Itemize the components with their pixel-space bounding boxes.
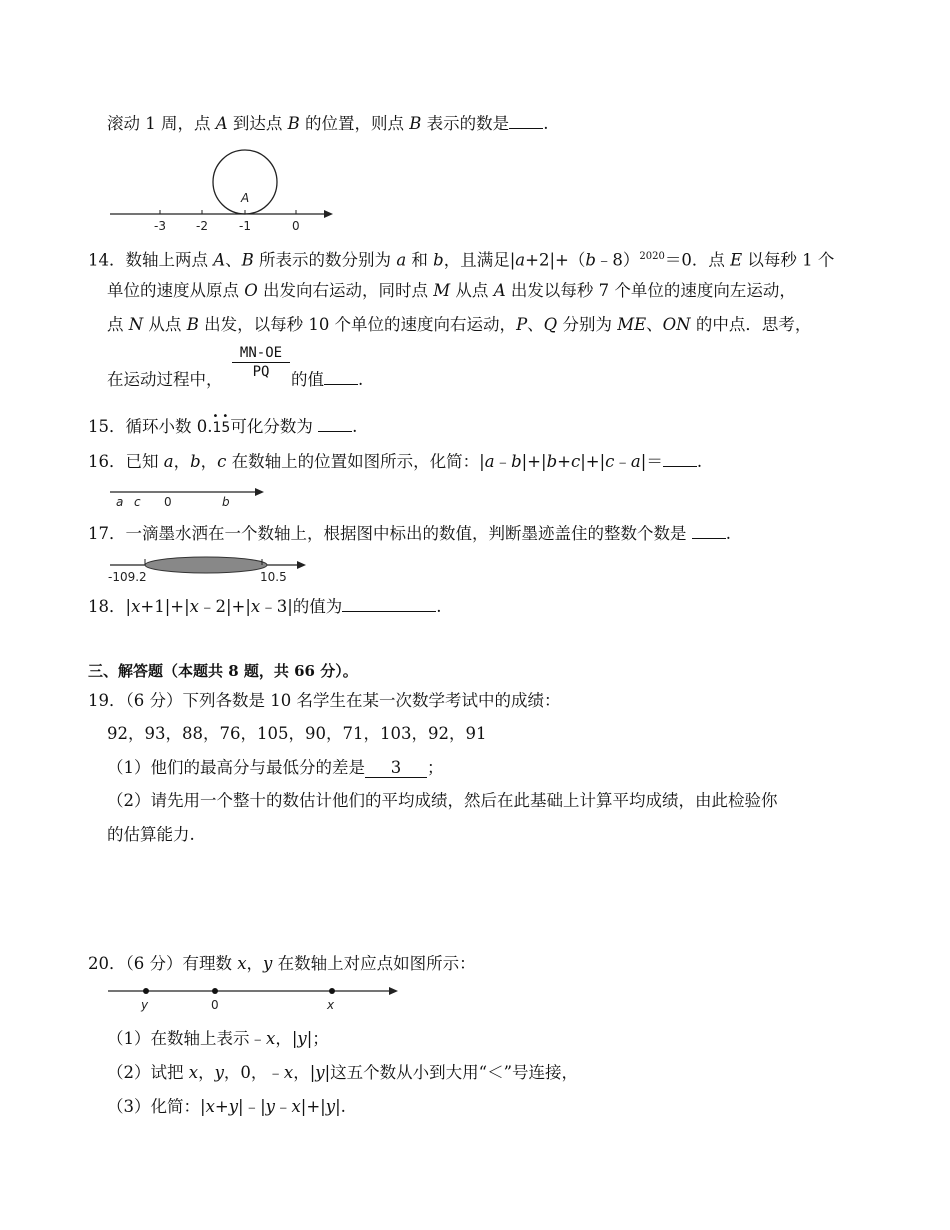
fraction-denominator: PQ [252,364,270,380]
point-label-x: x [327,998,335,1012]
q20-number-line-figure [106,983,406,1015]
axis-arrow [324,210,333,218]
q14-line2: 单位的速度从原点 O 出发向右运动，同时点 M 从点 A 出发以每秒 7 个单位的速度向左运动， [107,281,796,300]
axis-arrow [297,561,306,569]
q20-part1: （1）在数轴上表示﹣x，|y|； [107,1029,329,1048]
q13-number-line-figure [105,148,345,236]
tick-label: -1 [239,219,251,233]
q17-line: 17．一滴墨水洒在一个数轴上，根据图中标出的数值，判断墨迹盖住的整数个数是 . [88,524,731,543]
q14-line3: 点 N 从点 B 出发，以每秒 10 个单位的速度向右运动，P、Q 分别为 ME、ON 的中点．思考， [107,315,812,334]
tick-label: -3 [154,219,166,233]
circle-label-a: A [241,191,250,205]
q18-answer-blank[interactable] [342,611,436,612]
fraction-numerator: MN-OE [232,345,290,363]
q18-line: 18．|x+1|+|x﹣2|+|x﹣3|的值为 . [88,597,442,616]
point-x [329,988,335,994]
q14-answer-blank[interactable] [324,384,358,385]
q14-line1: 14．数轴上两点 A、B 所表示的数分别为 a 和 b，且满足|a+2|+（b﹣8）$^{2020}$＝0．点 E 以每秒 1 个 [88,250,835,270]
q15-line: 15．循环小数 0. •• 15可化分数为 . [88,416,357,439]
q13-answer-blank[interactable] [509,128,543,129]
point-label-y: y [141,998,149,1012]
q19-line1: 19．（6 分）下列各数是 10 名学生在某一次数学考试中的成绩： [88,691,561,710]
q14-fraction [232,345,290,380]
ink-blot [145,557,267,573]
left-value-label: -109.2 [108,570,147,584]
axis-arrow [389,987,398,995]
repeating-digits: •• 15 [212,420,230,436]
q20-line1: 20．（6 分）有理数 x，y 在数轴上对应点如图所示： [88,954,476,973]
q14-line4-end: 的值 . [291,370,364,389]
q14-line4: 在运动过程中， [107,370,223,389]
q19-scores: 92，93，88，76，105，90，71，103，92，91 [107,724,487,743]
q20-part2: （2）试把 x，y，0，﹣x，|y|这五个数从小到大用“＜”号连接， [107,1063,579,1082]
q19-part1-answer[interactable]: 3 [365,759,427,778]
section-title: 三、解答题（本题共 8 题，共 66 分）。 [88,662,358,680]
q17-answer-blank[interactable] [692,538,726,539]
point-zero [212,988,218,994]
point-label-c: c [134,495,141,509]
right-value-label: 10.5 [260,570,287,584]
q16-number-line-figure [108,484,268,510]
q19-part2-line2: 的估算能力. [107,825,195,844]
q17-ink-figure [108,554,313,586]
point-label-zero: 0 [164,495,172,509]
q16-line: 16．已知 a，b，c 在数轴上的位置如图所示，化简：|a﹣b|+|b+c|+|c﹣a|＝ . [88,452,703,471]
q20-part3: （3）化简：|x+y|﹣|y﹣x|+|y|. [107,1097,346,1116]
q16-answer-blank[interactable] [663,466,697,467]
q13-text: 滚动 1 周，点 A 到达点 B 的位置，则点 B 表示的数是 . [107,114,549,133]
q15-answer-blank[interactable] [318,431,352,432]
q19-part1: （1）他们的最高分与最低分的差是 3 ； [107,758,444,777]
point-label-a: a [116,495,124,509]
axis-arrow [255,488,264,496]
point-label-zero: 0 [211,998,219,1012]
point-y [143,988,149,994]
point-label-b: b [222,495,230,509]
q19-part2-line1: （2）请先用一个整十的数估计他们的平均成绩，然后在此基础上计算平均成绩，由此检验你 [107,791,778,810]
tick-label: -2 [196,219,208,233]
tick-label: 0 [292,219,300,233]
repeat-dots: •• [212,411,233,422]
